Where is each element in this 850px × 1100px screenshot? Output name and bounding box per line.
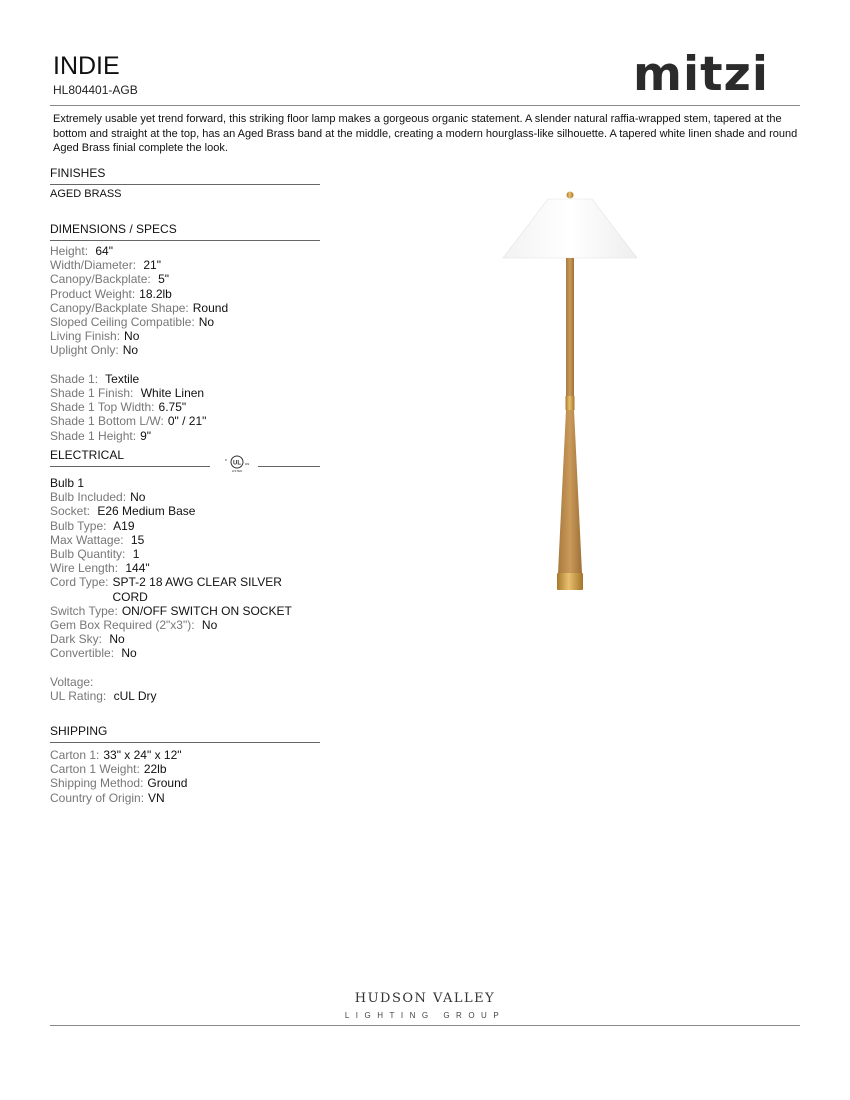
dimensions-title: DIMENSIONS / SPECS xyxy=(50,222,177,236)
spec-label: Convertible: xyxy=(50,646,115,661)
shipping-title: SHIPPING xyxy=(50,724,108,738)
spec-row xyxy=(50,675,325,689)
dimensions-divider xyxy=(50,240,320,241)
spec-value: No xyxy=(106,632,125,647)
spec-value: No xyxy=(198,618,218,633)
finishes-divider xyxy=(50,184,320,185)
spec-label: Carton 1: xyxy=(50,748,100,762)
spec-label: Shade 1 Finish: xyxy=(50,386,134,401)
spec-row xyxy=(50,561,325,575)
header-divider xyxy=(50,105,800,106)
spec-label: Canopy/Backplate Shape: xyxy=(50,300,189,315)
floor-lamp-image xyxy=(500,188,640,593)
product-description: Extremely usable yet trend forward, this striking floor lamp makes a gorgeous organic statement. A slender natural raffia-wrapped stem, tapered at the bottom and straight at the top, has an Aged Brass band at the middle, creating a modern hourglass-like silhouette. A tapered white linen shade and round Aged Brass finial complete the look. xyxy=(53,113,798,154)
spec-label: Living Finish: xyxy=(50,329,121,344)
spec-value: No xyxy=(118,646,137,661)
spec-row xyxy=(50,244,325,258)
product-title: INDIE xyxy=(53,52,120,80)
spec-label: Bulb Included: xyxy=(50,490,127,505)
spec-label: Shade 1: xyxy=(50,371,99,386)
spec-row xyxy=(50,329,325,343)
spec-row xyxy=(50,372,325,386)
spec-row xyxy=(50,646,325,660)
electrical-divider-right xyxy=(258,466,320,467)
spec-label: Width/Diameter: xyxy=(50,258,137,273)
finish-value: AGED BRASS xyxy=(50,188,122,200)
spacer xyxy=(50,661,325,675)
spec-row xyxy=(50,315,325,329)
spec-label: Socket: xyxy=(50,504,91,519)
shipping-list xyxy=(50,748,325,805)
ul-listed-icon xyxy=(219,455,255,473)
spec-row xyxy=(50,689,325,703)
spec-value: 64" xyxy=(92,244,113,258)
spec-value: 5" xyxy=(154,272,170,287)
electrical-title: ELECTRICAL xyxy=(50,448,125,462)
spec-label: Gem Box Required (2"x3"): xyxy=(50,618,195,633)
spec-row xyxy=(50,343,325,357)
svg-text:us: us xyxy=(245,461,250,466)
spec-row xyxy=(50,287,325,301)
dimensions-list xyxy=(50,244,325,443)
footer-brand-subtitle: LIGHTING GROUP xyxy=(344,1011,506,1020)
brand-logo: mitzi xyxy=(633,47,770,102)
spec-row xyxy=(50,748,325,762)
spec-row xyxy=(50,632,325,646)
spec-value: No xyxy=(122,343,139,358)
spec-value: White Linen xyxy=(137,386,205,401)
electrical-divider-left xyxy=(50,466,210,467)
spec-row xyxy=(50,519,325,533)
spec-label: Shade 1 Bottom L/W: xyxy=(50,414,164,429)
spec-value: 22lb xyxy=(143,762,167,777)
spec-label: Wire Length: xyxy=(50,561,119,576)
spec-label: Max Wattage: xyxy=(50,532,124,547)
spec-label: Product Weight: xyxy=(50,286,136,301)
spec-row xyxy=(50,547,325,561)
spec-value: A19 xyxy=(110,518,135,533)
spec-label: Sloped Ceiling Compatible: xyxy=(50,315,195,330)
spec-value: Textile xyxy=(102,371,140,386)
spec-row xyxy=(50,604,325,618)
spec-row xyxy=(50,258,325,272)
svg-text:LISTED: LISTED xyxy=(231,469,243,473)
spec-row xyxy=(50,272,325,286)
spec-value: No xyxy=(198,315,215,330)
product-sku: HL804401-AGB xyxy=(53,83,138,97)
spec-row xyxy=(50,400,325,414)
spec-row xyxy=(50,791,325,805)
spec-label: Bulb Type: xyxy=(50,518,107,533)
spec-row xyxy=(50,301,325,315)
spec-value: 6.75" xyxy=(158,400,187,415)
spec-row xyxy=(50,533,325,547)
spec-label: Shade 1 Height: xyxy=(50,428,137,443)
spec-value: ON/OFF SWITCH ON SOCKET xyxy=(121,603,292,618)
spec-value: 9" xyxy=(140,428,151,443)
spec-label: UL Rating: xyxy=(50,689,107,704)
spec-label: Uplight Only: xyxy=(50,343,119,358)
footer-brand-name: HUDSON VALLEY xyxy=(354,991,496,1006)
spec-label: Bulb Quantity: xyxy=(50,547,126,562)
spec-label: Canopy/Backplate: xyxy=(50,272,151,287)
spec-value: No xyxy=(124,329,140,344)
spec-value: 144" xyxy=(122,561,150,576)
footer-divider xyxy=(50,1025,800,1026)
finishes-title: FINISHES xyxy=(50,166,106,180)
spec-label: Height: xyxy=(50,244,89,258)
bulb-heading: Bulb 1 xyxy=(50,476,85,490)
spec-value: 15 xyxy=(127,532,145,547)
spec-value: 1 xyxy=(129,547,140,562)
spec-label: Dark Sky: xyxy=(50,632,103,647)
spec-label: Shipping Method: xyxy=(50,776,144,791)
spec-label: Voltage: xyxy=(50,674,94,689)
spec-row xyxy=(50,490,325,504)
spec-value: cUL Dry xyxy=(110,689,157,704)
spec-value: 0" / 21" xyxy=(167,414,207,429)
spec-label: Country of Origin: xyxy=(50,790,145,805)
spec-value: Ground xyxy=(147,776,188,791)
spec-row xyxy=(50,618,325,632)
electrical-list xyxy=(50,476,325,703)
spec-row xyxy=(50,429,325,443)
spec-row xyxy=(50,762,325,776)
svg-text:c: c xyxy=(225,457,227,462)
shipping-divider xyxy=(50,742,320,743)
spec-value: 18.2lb xyxy=(139,286,172,301)
spacer xyxy=(50,358,325,372)
spec-row xyxy=(50,504,325,518)
spec-row xyxy=(50,575,325,603)
spec-value: VN xyxy=(148,790,165,805)
spec-row xyxy=(50,386,325,400)
spec-label: Shade 1 Top Width: xyxy=(50,400,155,415)
spec-label: Switch Type: xyxy=(50,603,118,618)
spec-row xyxy=(50,776,325,790)
spec-value: E26 Medium Base xyxy=(94,504,196,519)
spec-value: Round xyxy=(192,300,229,315)
svg-text:UL: UL xyxy=(233,460,241,467)
spec-row xyxy=(50,414,325,428)
spec-value: No xyxy=(130,490,146,505)
spec-value: 33" x 24" x 12" xyxy=(103,748,182,762)
spec-value: SPT-2 18 AWG CLEAR SILVER CORD xyxy=(112,575,282,604)
spec-label: Carton 1 Weight: xyxy=(50,762,140,777)
spec-value: 21" xyxy=(140,258,161,273)
spec-label: Cord Type: xyxy=(50,575,109,590)
